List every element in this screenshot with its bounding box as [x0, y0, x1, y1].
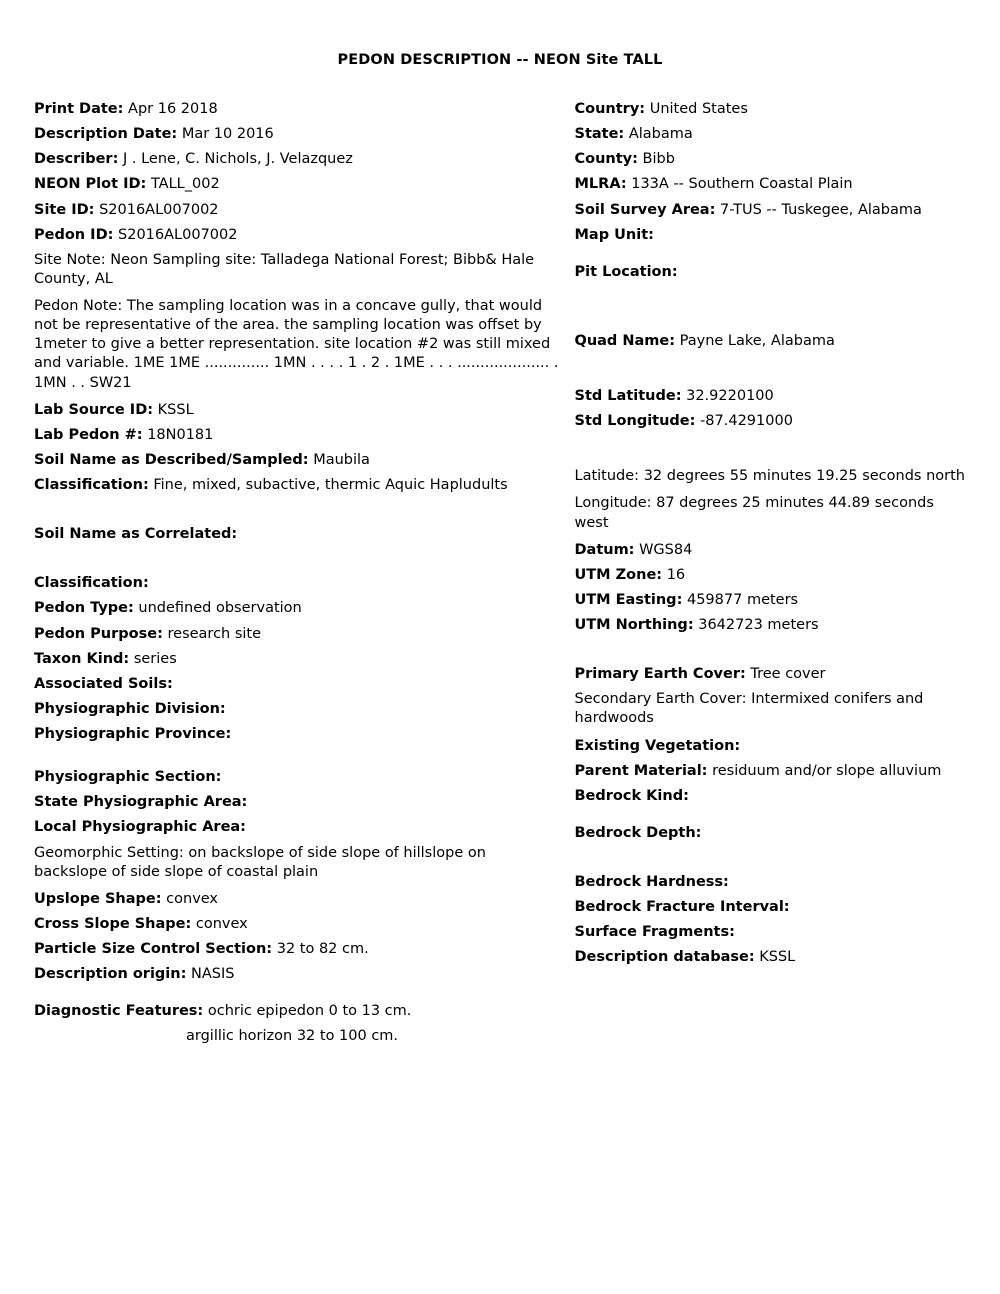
field-utm-easting — [575, 591, 967, 610]
field-datum — [575, 541, 967, 560]
left-column — [34, 100, 575, 1047]
field-country — [575, 100, 967, 119]
associated-soils-label: Associated Soils: — [34, 675, 173, 692]
field-soil-name-correlated — [34, 525, 561, 544]
field-std-latitude — [575, 387, 967, 406]
field-site-id — [34, 201, 561, 220]
std-longitude-label: Std Longitude: — [574, 413, 696, 430]
state-physiographic-area-label: State Physiographic Area: — [34, 794, 248, 811]
field-description-date — [34, 125, 561, 144]
field-map-unit — [575, 226, 967, 245]
description-date-value: Mar 10 2016 — [181, 126, 274, 143]
print-date-value: Apr 16 2018 — [128, 101, 218, 117]
lab-source-id-label: Lab Source ID: — [34, 401, 154, 418]
field-pedon-type — [34, 599, 561, 618]
taxon-kind-value: series — [133, 650, 177, 667]
pedon-purpose-value: research site — [167, 625, 262, 642]
field-classification-correlated — [34, 574, 561, 593]
description-database-value: KSSL — [759, 949, 796, 966]
geomorphic-setting-value: on backslope of side slope of hillslope on backslope of side slope of coastal plain — [34, 844, 486, 880]
primary-earth-cover-label: Primary Earth Cover: — [574, 666, 746, 683]
field-soil-survey-area — [575, 201, 967, 220]
field-local-physiographic-area — [34, 818, 561, 837]
site-note-value: Neon Sampling site: Talladega National Forest; Bibb& Hale County, AL — [34, 251, 535, 287]
std-longitude-value: -87.4291000 — [700, 413, 793, 430]
pedon-id-value: S2016AL007002 — [118, 226, 238, 243]
field-site-note — [34, 251, 561, 289]
field-surface-fragments — [575, 923, 967, 942]
state-label: State: — [574, 126, 625, 143]
spacer — [575, 288, 967, 332]
right-column — [575, 100, 967, 974]
field-diagnostic-features — [34, 1002, 561, 1021]
diagnostic-features-value: ochric epipedon 0 to 13 cm. — [207, 1003, 412, 1020]
two-column-body — [34, 100, 966, 1047]
pedon-type-label: Pedon Type: — [34, 600, 134, 617]
page-title: PEDON DESCRIPTION -- NEON Site TALL — [337, 52, 663, 68]
secondary-earth-cover-label: Secondary Earth Cover: — [574, 691, 747, 708]
classification-correlated-label: Classification: — [34, 575, 149, 592]
field-mlra — [575, 175, 967, 194]
field-bedrock-fracture-interval — [575, 898, 967, 917]
field-classification-described — [34, 476, 561, 495]
field-upslope-shape — [34, 890, 561, 909]
utm-easting-label: UTM Easting: — [574, 591, 683, 608]
datum-value: WGS84 — [639, 541, 693, 558]
site-id-label: Site ID: — [34, 201, 95, 218]
spacer — [34, 990, 561, 1002]
spacer — [575, 641, 967, 665]
field-associated-soils — [34, 675, 561, 694]
field-taxon-kind — [34, 650, 561, 669]
field-cross-slope-shape — [34, 915, 561, 934]
soil-survey-area-label: Soil Survey Area: — [574, 201, 716, 218]
spacer — [34, 501, 561, 525]
field-bedrock-kind — [575, 787, 967, 806]
field-state-physiographic-area — [34, 793, 561, 812]
field-lab-pedon-number — [34, 426, 561, 445]
field-neon-plot-id — [34, 175, 561, 194]
particle-size-control-section-value: 32 to 82 cm. — [276, 941, 369, 957]
std-latitude-value: 32.9220100 — [686, 388, 774, 404]
county-label: County: — [574, 151, 638, 168]
particle-size-control-section-label: Particle Size Control Section: — [34, 941, 273, 957]
field-longitude — [575, 494, 967, 532]
parent-material-label: Parent Material: — [574, 762, 708, 779]
field-pedon-note — [34, 297, 561, 393]
utm-northing-label: UTM Northing: — [574, 617, 694, 633]
taxon-kind-label: Taxon Kind: — [34, 650, 130, 667]
field-describer — [34, 150, 561, 169]
field-secondary-earth-cover — [575, 690, 967, 728]
pedon-note-label: Pedon Note: — [34, 298, 123, 314]
diagnostic-features-line-2: argillic horizon 32 to 100 cm. — [186, 1028, 399, 1045]
describer-label: Describer: — [34, 151, 119, 168]
field-state — [575, 125, 967, 144]
field-pedon-id — [34, 226, 561, 245]
physiographic-section-label: Physiographic Section: — [34, 769, 222, 786]
spacer — [575, 849, 967, 873]
surface-fragments-label: Surface Fragments: — [574, 924, 735, 941]
pedon-id-label: Pedon ID: — [34, 226, 114, 243]
mlra-label: MLRA: — [574, 176, 627, 193]
country-label: Country: — [574, 101, 646, 117]
field-soil-name-described — [34, 451, 561, 470]
field-bedrock-depth — [575, 824, 967, 843]
spacer — [575, 357, 967, 387]
field-lab-source-id — [34, 401, 561, 420]
field-county — [575, 150, 967, 169]
std-latitude-label: Std Latitude: — [574, 388, 682, 404]
quad-name-label: Quad Name: — [574, 332, 676, 349]
field-utm-northing — [575, 616, 967, 635]
field-bedrock-hardness — [575, 873, 967, 892]
field-latitude — [575, 467, 967, 486]
soil-name-described-value: Maubila — [313, 451, 370, 468]
pit-location-label: Pit Location: — [574, 263, 678, 280]
pedon-note-value: The sampling location was in a concave gully, that would not be representative of the area. the sampling location was offset by 1meter to give a better representation. site location #2 was still mixed and variable. 1ME 1ME .............. 1MN . . . . 1 . 2 . 1ME . . . .................... . 1MN . . SW21 — [34, 298, 559, 391]
state-value: Alabama — [628, 126, 693, 143]
longitude-label: Longitude: — [574, 495, 652, 512]
classification-described-label: Classification: — [34, 477, 149, 493]
soil-survey-area-value: 7-TUS -- Tuskegee, Alabama — [720, 201, 922, 218]
field-parent-material — [575, 762, 967, 781]
site-id-value: S2016AL007002 — [99, 201, 219, 218]
field-description-origin — [34, 965, 561, 984]
map-unit-label: Map Unit: — [574, 226, 654, 243]
mlra-value: 133A -- Southern Coastal Plain — [631, 176, 853, 193]
physiographic-province-label: Physiographic Province: — [34, 726, 232, 742]
field-geomorphic-setting — [34, 844, 561, 882]
bedrock-fracture-interval-label: Bedrock Fracture Interval: — [574, 899, 790, 916]
print-date-label: Print Date: — [34, 101, 124, 117]
classification-described-value: Fine, mixed, subactive, thermic Aquic Hapludults — [153, 477, 508, 493]
field-print-date — [34, 100, 561, 119]
field-utm-zone — [575, 566, 967, 585]
existing-vegetation-label: Existing Vegetation: — [574, 737, 741, 754]
field-particle-size-control-section — [34, 940, 561, 959]
utm-zone-value: 16 — [666, 566, 686, 583]
soil-name-described-label: Soil Name as Described/Sampled: — [34, 451, 309, 468]
county-value: Bibb — [642, 151, 675, 168]
field-pedon-purpose — [34, 625, 561, 644]
field-std-longitude — [575, 412, 967, 431]
physiographic-division-label: Physiographic Division: — [34, 700, 226, 717]
local-physiographic-area-label: Local Physiographic Area: — [34, 819, 246, 836]
longitude-value: 87 degrees 25 minutes 44.89 seconds west — [574, 495, 934, 531]
pedon-purpose-label: Pedon Purpose: — [34, 625, 163, 642]
field-primary-earth-cover — [575, 665, 967, 684]
bedrock-depth-label: Bedrock Depth: — [574, 824, 702, 841]
field-physiographic-section — [34, 768, 561, 787]
description-database-label: Description database: — [574, 949, 755, 966]
datum-label: Datum: — [574, 541, 635, 558]
lab-source-id-value: KSSL — [157, 401, 194, 418]
latitude-value: 32 degrees 55 minutes 19.25 seconds north — [643, 468, 965, 485]
cross-slope-shape-value: convex — [195, 915, 248, 932]
description-origin-label: Description origin: — [34, 966, 187, 983]
field-physiographic-division — [34, 700, 561, 719]
utm-easting-value: 459877 meters — [686, 591, 799, 608]
description-origin-value: NASIS — [191, 966, 235, 983]
bedrock-kind-label: Bedrock Kind: — [574, 787, 689, 804]
site-note-label: Site Note: — [34, 251, 106, 268]
primary-earth-cover-value: Tree cover — [750, 666, 826, 683]
lab-pedon-number-value: 18N0181 — [147, 426, 214, 443]
field-pit-location — [575, 263, 967, 282]
spacer — [575, 812, 967, 824]
utm-northing-value: 3642723 meters — [698, 617, 819, 633]
spacer — [34, 550, 561, 574]
utm-zone-label: UTM Zone: — [574, 566, 663, 583]
neon-plot-id-value: TALL_002 — [150, 176, 220, 193]
field-physiographic-province — [34, 725, 561, 744]
neon-plot-id-label: NEON Plot ID: — [34, 176, 147, 193]
spacer — [575, 437, 967, 467]
secondary-earth-cover-value: Intermixed conifers and hardwoods — [574, 691, 924, 727]
lab-pedon-number-label: Lab Pedon #: — [34, 426, 143, 443]
upslope-shape-value: convex — [166, 890, 219, 907]
pedon-type-value: undefined observation — [138, 600, 302, 617]
country-value: United States — [649, 101, 748, 117]
bedrock-hardness-label: Bedrock Hardness: — [574, 874, 729, 890]
soil-name-correlated-label: Soil Name as Correlated: — [34, 526, 238, 543]
latitude-label: Latitude: — [574, 468, 640, 485]
description-date-label: Description Date: — [34, 126, 178, 143]
field-existing-vegetation — [575, 737, 967, 756]
field-quad-name — [575, 332, 967, 351]
describer-value: J . Lene, C. Nichols, J. Velazquez — [123, 151, 353, 168]
spacer — [34, 750, 561, 768]
cross-slope-shape-label: Cross Slope Shape: — [34, 915, 192, 932]
quad-name-value: Payne Lake, Alabama — [679, 332, 835, 349]
diagnostic-features-label: Diagnostic Features: — [34, 1003, 204, 1020]
upslope-shape-label: Upslope Shape: — [34, 890, 162, 907]
parent-material-value: residuum and/or slope alluvium — [712, 762, 942, 779]
field-description-database — [575, 948, 967, 967]
spacer — [575, 251, 967, 263]
geomorphic-setting-label: Geomorphic Setting: — [34, 844, 184, 861]
